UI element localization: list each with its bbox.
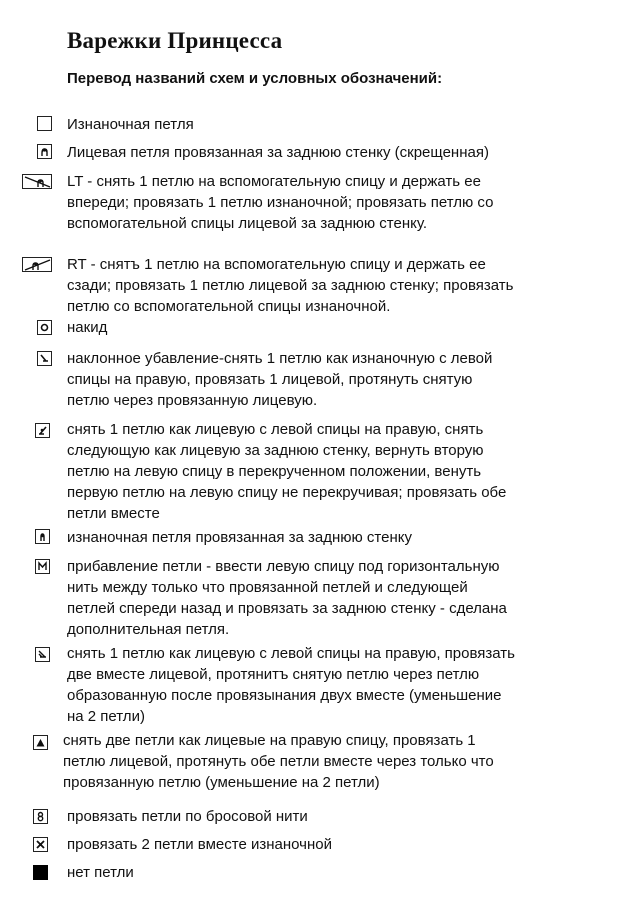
page-subtitle: Перевод названий схем и условных обозначений: [67,70,443,87]
legend-text: снять две петли как лицевые на правую спицу, провязать 1 петлю лицевой, протянуть обе петли вместе через только что провязанную петлю (уменьшение на 2 петли) [63,732,494,791]
legend-text: RT - снятъ 1 петлю на вспомогательную спицу и держать ее сзади; провязать 1 петлю лицевой за заднюю стенку; провязать петлю со вспомогательной спицы изнаночной. [67,256,514,315]
legend-text: изнаночная петля провязанная за заднюю стенку [67,529,412,546]
legend-text: LT - снять 1 петлю на вспомогательную спицу и держать ее впереди; провязать 1 петлю изнаночной; провязать петлю со вспомогательной спицы лицевой за заднюю стенку. [67,173,494,232]
yarn-over-icon [37,320,52,335]
legend-text: провязать петли по бросовой нити [67,808,308,825]
legend-text: Изнаночная петля [67,116,194,133]
legend-text: прибавление петли - ввести левую спицу под горизонтальную нить между только что провязанной петлей и следующей петлей спереди назад и провязать за заднюю стенку - сделана дополнительная петля. [67,558,507,638]
legend-text: накид [67,319,108,336]
legend-text: снять 1 петлю как лицевую с левой спицы на правую, снять следующую как лицевую за заднюю стенку, вернуть вторую петлю на левую спицу в перекрученном положении, венуть первую петлю на левую спицу не перекручивая; провязать обе петли вместе [67,421,507,522]
double-decrease-icon [33,735,48,750]
empty-square-icon [37,116,52,131]
make-one-icon [35,559,50,574]
twisted-knit-icon [37,144,52,159]
ssk-decrease-icon [37,351,52,366]
no-stitch-icon [33,865,48,880]
purl-two-together-icon [33,837,48,852]
knit-yarn-over-icon [33,809,48,824]
twisted-decrease-icon [35,423,50,438]
legend-text: провязать 2 петли вместе изнаночной [67,836,332,853]
right-cross-icon [22,257,52,272]
left-cross-icon [22,174,52,189]
twisted-purl-icon [35,529,50,544]
legend-text: нет петли [67,864,134,881]
psso-decrease-icon [35,647,50,662]
legend-text: Лицевая петля провязанная за заднюю стенку (скрещенная) [67,144,489,161]
page-title: Варежки Принцесса [67,28,283,53]
legend-text: снять 1 петлю как лицевую с левой спицы на правую, провязать две вместе лицевой, протянитъ снятую петлю через петлю образованную после провязынания двух вместе (уменьшение на 2 петли) [67,645,515,725]
legend-text: наклонное убавление-снять 1 петлю как изнаночную с левой спицы на правую, провязать 1 лицевой, протянуть снятую петлю через провязанную лицевую. [67,350,493,409]
